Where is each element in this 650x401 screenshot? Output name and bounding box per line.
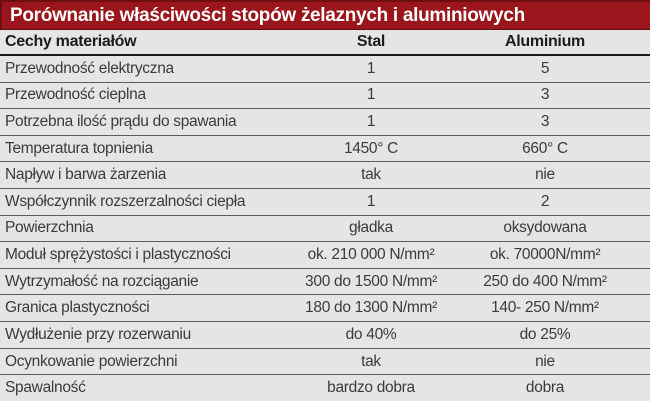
header-aluminium: Aluminium [505,33,585,50]
table-row [0,109,650,136]
table-row [0,162,650,189]
stal-cell: ok. 210 000 N/mm² [307,246,435,264]
table-row [0,295,650,322]
aluminium-cell: 3 [540,113,550,131]
page-title: Porównanie właściwości stopów żelaznych i aluminiowych [10,4,525,26]
table-row [0,56,650,83]
feature-cell: Napływ i barwa żarzenia [5,166,167,184]
stal-cell: do 40% [345,325,397,343]
stal-cell: 180 do 1300 N/mm² [305,299,437,317]
title-bar [0,0,650,30]
feature-cell: Potrzebna ilość prądu do spawania [5,113,237,131]
feature-cell: Powierzchnia [5,219,94,237]
header-feature: Cechy materiałów [5,33,137,50]
stal-cell: 1 [366,59,376,77]
stal-cell: 1 [366,192,376,210]
stal-cell: 1450° C [343,139,399,157]
stal-cell: bardzo dobra [327,379,415,397]
feature-cell: Granica plastyczności [5,299,150,317]
aluminium-cell: dobra [525,379,565,397]
aluminium-cell: ok. 70000N/mm² [489,246,601,264]
table-row [0,269,650,296]
aluminium-cell: nie [535,352,555,370]
feature-cell: Wytrzymałość na rozciąganie [5,272,199,290]
aluminium-cell: 2 [540,192,550,210]
stal-cell: 1 [366,86,376,104]
feature-cell: Ocynkowanie powierzchni [5,352,178,370]
stal-cell: tak [361,166,381,184]
aluminium-cell: 250 do 400 N/mm² [483,272,607,290]
aluminium-cell: nie [535,166,555,184]
table-row [0,375,650,401]
feature-cell: Moduł sprężystości i plastyczności [5,246,231,264]
table-row [0,242,650,269]
stal-cell: 1 [366,113,376,131]
feature-cell: Przewodność cieplna [5,86,146,104]
table-row [0,349,650,376]
header-stal: Stal [356,33,386,50]
table-row [0,136,650,163]
table-row [0,189,650,216]
stal-cell: tak [361,352,381,370]
feature-cell: Przewodność elektryczna [5,59,174,77]
feature-cell: Spawalność [5,379,86,397]
table-row [0,216,650,243]
feature-cell: Współczynnik rozszerzalności ciepła [5,192,246,210]
aluminium-cell: 140- 250 N/mm² [491,299,599,317]
aluminium-cell: 3 [540,86,550,104]
aluminium-cell: oksydowana [503,219,587,237]
table-body [0,56,650,401]
feature-cell: Wydłużenie przy rozerwaniu [5,325,191,343]
table-row [0,83,650,110]
aluminium-cell: 660° C [522,139,568,157]
aluminium-cell: do 25% [519,325,571,343]
table-header-row [0,30,650,56]
stal-cell: gładka [349,219,393,237]
table-row [0,322,650,349]
feature-cell: Temperatura topnienia [5,139,153,157]
stal-cell: 300 do 1500 N/mm² [305,272,437,290]
aluminium-cell: 5 [540,59,550,77]
